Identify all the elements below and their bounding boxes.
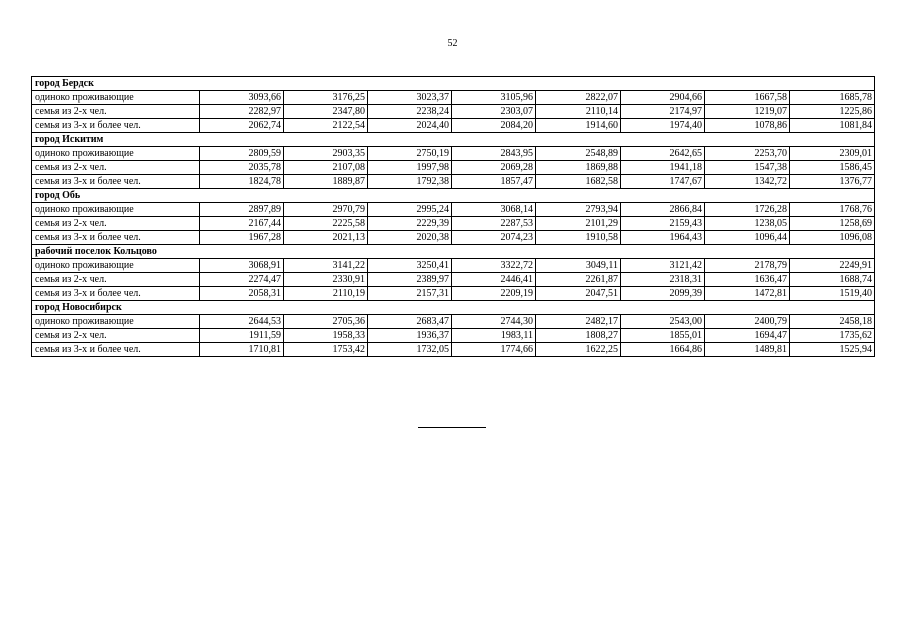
tariff-table [31, 76, 875, 357]
table-row [32, 217, 875, 231]
table-cell: 3176,25 [284, 91, 368, 105]
table-cell: 1792,38 [368, 175, 452, 189]
table-cell: 2548,89 [536, 147, 621, 161]
table-cell: 2261,87 [536, 273, 621, 287]
section-header-row [32, 77, 875, 91]
table-cell: 1824,78 [200, 175, 284, 189]
table-row [32, 287, 875, 301]
table-cell: 2069,28 [452, 161, 536, 175]
table-body [32, 77, 875, 357]
table-cell: 3121,42 [621, 259, 705, 273]
table-cell: 2904,66 [621, 91, 705, 105]
table-cell: 2389,97 [368, 273, 452, 287]
section-header-row [32, 189, 875, 203]
table-cell: 2274,47 [200, 273, 284, 287]
table-cell: 1547,38 [705, 161, 790, 175]
row-label: семья из 3-х и более чел. [32, 119, 200, 133]
table-cell: 2683,47 [368, 315, 452, 329]
table-cell: 2159,43 [621, 217, 705, 231]
table-cell: 1525,94 [790, 343, 875, 357]
table-cell: 1472,81 [705, 287, 790, 301]
row-label: семья из 3-х и более чел. [32, 231, 200, 245]
row-label: одиноко проживающие [32, 203, 200, 217]
table-cell: 2644,53 [200, 315, 284, 329]
table-cell: 2238,24 [368, 105, 452, 119]
table-cell: 3049,11 [536, 259, 621, 273]
table-cell: 3105,96 [452, 91, 536, 105]
table-cell: 2035,78 [200, 161, 284, 175]
table-cell: 1997,98 [368, 161, 452, 175]
table-row [32, 161, 875, 175]
table-cell: 1664,86 [621, 343, 705, 357]
table-cell: 2058,31 [200, 287, 284, 301]
table-cell: 1682,58 [536, 175, 621, 189]
table-cell: 1967,28 [200, 231, 284, 245]
table-cell: 1958,33 [284, 329, 368, 343]
table-cell: 1710,81 [200, 343, 284, 357]
section-header-row [32, 133, 875, 147]
table-row [32, 91, 875, 105]
table-cell: 2744,30 [452, 315, 536, 329]
table-cell: 1974,40 [621, 119, 705, 133]
table-cell: 1936,37 [368, 329, 452, 343]
table-cell: 1636,47 [705, 273, 790, 287]
table-cell: 1911,59 [200, 329, 284, 343]
table-cell: 1747,67 [621, 175, 705, 189]
table-cell: 2543,00 [621, 315, 705, 329]
table-cell: 2209,19 [452, 287, 536, 301]
section-header-row [32, 245, 875, 259]
row-label: семья из 2-х чел. [32, 161, 200, 175]
table-cell: 1774,66 [452, 343, 536, 357]
table-cell: 1238,05 [705, 217, 790, 231]
table-cell: 1964,43 [621, 231, 705, 245]
table-cell: 1753,42 [284, 343, 368, 357]
section-title: рабочий поселок Кольцово [32, 245, 875, 259]
table-row [32, 119, 875, 133]
table-cell: 2866,84 [621, 203, 705, 217]
row-label: одиноко проживающие [32, 259, 200, 273]
table-cell: 1941,18 [621, 161, 705, 175]
table-cell: 2253,70 [705, 147, 790, 161]
row-label: одиноко проживающие [32, 315, 200, 329]
table-cell: 2099,39 [621, 287, 705, 301]
table-cell: 1685,78 [790, 91, 875, 105]
table-cell: 2122,54 [284, 119, 368, 133]
table-cell: 1735,62 [790, 329, 875, 343]
table-cell: 1732,05 [368, 343, 452, 357]
table-cell: 2229,39 [368, 217, 452, 231]
table-cell: 1225,86 [790, 105, 875, 119]
row-label: семья из 2-х чел. [32, 217, 200, 231]
table-cell: 2101,29 [536, 217, 621, 231]
table-row [32, 315, 875, 329]
table-row [32, 273, 875, 287]
section-header-row [32, 301, 875, 315]
table-cell: 1342,72 [705, 175, 790, 189]
table-cell: 1489,81 [705, 343, 790, 357]
table-row [32, 105, 875, 119]
section-title: город Обь [32, 189, 875, 203]
table-cell: 2157,31 [368, 287, 452, 301]
table-cell: 3068,91 [200, 259, 284, 273]
table-cell: 3093,66 [200, 91, 284, 105]
table-cell: 2347,80 [284, 105, 368, 119]
table-cell: 2282,97 [200, 105, 284, 119]
table-cell: 2400,79 [705, 315, 790, 329]
table-cell: 2110,19 [284, 287, 368, 301]
table-cell: 1622,25 [536, 343, 621, 357]
table-cell: 2793,94 [536, 203, 621, 217]
table-cell: 1688,74 [790, 273, 875, 287]
table-cell: 2446,41 [452, 273, 536, 287]
table-cell: 2642,65 [621, 147, 705, 161]
table-cell: 1519,40 [790, 287, 875, 301]
table-cell: 2843,95 [452, 147, 536, 161]
table-cell: 1808,27 [536, 329, 621, 343]
table-cell: 2903,35 [284, 147, 368, 161]
table-cell: 3023,37 [368, 91, 452, 105]
table-cell: 1694,47 [705, 329, 790, 343]
table-row [32, 343, 875, 357]
table-cell: 1726,28 [705, 203, 790, 217]
table-cell: 1096,44 [705, 231, 790, 245]
table-cell: 2107,08 [284, 161, 368, 175]
table-cell: 2020,38 [368, 231, 452, 245]
table-cell: 1869,88 [536, 161, 621, 175]
table-cell: 1857,47 [452, 175, 536, 189]
row-label: семья из 2-х чел. [32, 329, 200, 343]
table-cell: 1983,11 [452, 329, 536, 343]
table-cell: 1586,45 [790, 161, 875, 175]
table-row [32, 147, 875, 161]
table-cell: 2225,58 [284, 217, 368, 231]
table-cell: 2062,74 [200, 119, 284, 133]
row-label: семья из 3-х и более чел. [32, 175, 200, 189]
table-cell: 2174,97 [621, 105, 705, 119]
table-cell: 2705,36 [284, 315, 368, 329]
table-cell: 2822,07 [536, 91, 621, 105]
table-cell: 3322,72 [452, 259, 536, 273]
table-row [32, 231, 875, 245]
table-cell: 2750,19 [368, 147, 452, 161]
table-cell: 3068,14 [452, 203, 536, 217]
row-label: семья из 2-х чел. [32, 105, 200, 119]
table-cell: 2303,07 [452, 105, 536, 119]
table-cell: 1667,58 [705, 91, 790, 105]
table-cell: 2084,20 [452, 119, 536, 133]
table-cell: 1078,86 [705, 119, 790, 133]
table-cell: 2074,23 [452, 231, 536, 245]
table-cell: 2249,91 [790, 259, 875, 273]
table-cell: 1768,76 [790, 203, 875, 217]
table-cell: 2318,31 [621, 273, 705, 287]
table-cell: 2287,53 [452, 217, 536, 231]
table-cell: 2897,89 [200, 203, 284, 217]
table-row [32, 329, 875, 343]
table-cell: 1910,58 [536, 231, 621, 245]
table-cell: 1096,08 [790, 231, 875, 245]
table-cell: 2330,91 [284, 273, 368, 287]
row-label: семья из 3-х и более чел. [32, 287, 200, 301]
table-cell: 2458,18 [790, 315, 875, 329]
table-cell: 1855,01 [621, 329, 705, 343]
table-row [32, 203, 875, 217]
table-cell: 2167,44 [200, 217, 284, 231]
row-label: семья из 3-х и более чел. [32, 343, 200, 357]
table-cell: 2178,79 [705, 259, 790, 273]
table-cell: 2047,51 [536, 287, 621, 301]
table-cell: 1081,84 [790, 119, 875, 133]
table-cell: 2024,40 [368, 119, 452, 133]
table-cell: 1914,60 [536, 119, 621, 133]
table-cell: 2110,14 [536, 105, 621, 119]
table-cell: 2995,24 [368, 203, 452, 217]
table-cell: 2021,13 [284, 231, 368, 245]
table-cell: 3141,22 [284, 259, 368, 273]
table-cell: 1376,77 [790, 175, 875, 189]
table-cell: 2970,79 [284, 203, 368, 217]
page-number: 52 [447, 38, 458, 49]
table-row [32, 259, 875, 273]
section-title: город Искитим [32, 133, 875, 147]
footer-rule [418, 427, 486, 428]
section-title: город Бердск [32, 77, 875, 91]
table-cell: 1219,07 [705, 105, 790, 119]
table-cell: 2809,59 [200, 147, 284, 161]
table-cell: 1258,69 [790, 217, 875, 231]
row-label: одиноко проживающие [32, 147, 200, 161]
table-row [32, 175, 875, 189]
table-cell: 2482,17 [536, 315, 621, 329]
section-title: город Новосибирск [32, 301, 875, 315]
table-cell: 3250,41 [368, 259, 452, 273]
table-cell: 1889,87 [284, 175, 368, 189]
row-label: одиноко проживающие [32, 91, 200, 105]
row-label: семья из 2-х чел. [32, 273, 200, 287]
table-cell: 2309,01 [790, 147, 875, 161]
